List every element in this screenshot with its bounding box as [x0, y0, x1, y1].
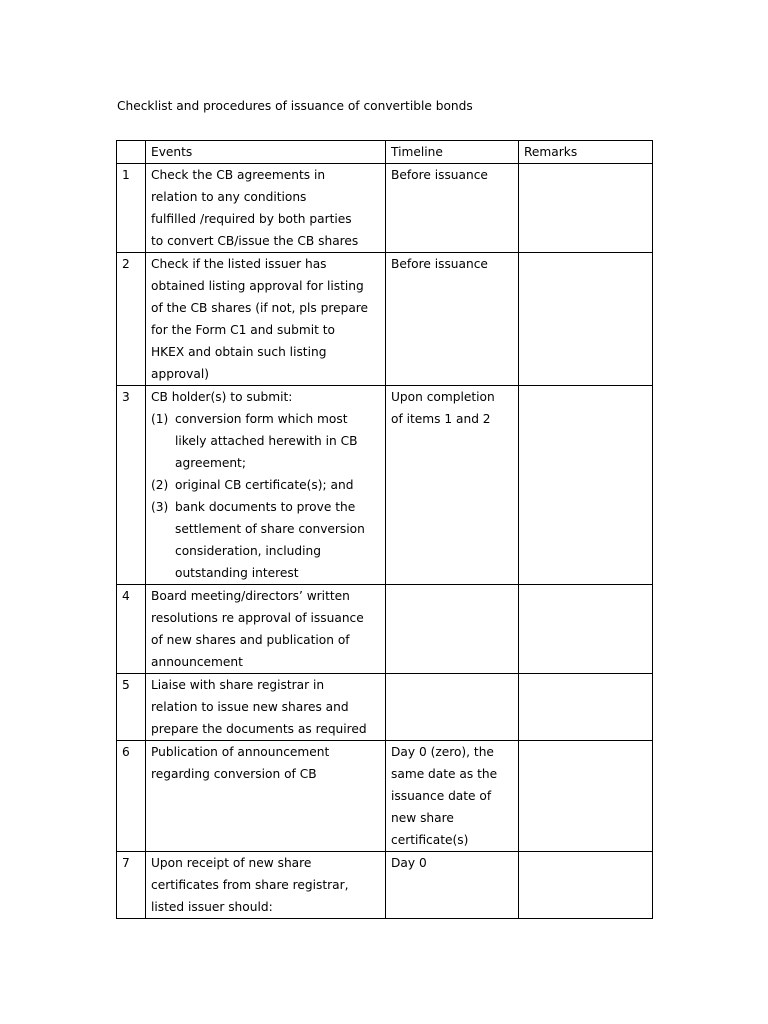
list-item-text-line: settlement of share conversion: [175, 522, 365, 536]
list-item-text-line: original CB certificate(s); and: [175, 478, 354, 492]
row-number: 4: [122, 589, 130, 603]
row-number: 3: [122, 390, 130, 404]
table-row: [117, 164, 653, 253]
timeline-text-line: Before issuance: [391, 168, 488, 182]
timeline-text-line: Before issuance: [391, 257, 488, 271]
row-number-cell: [117, 585, 146, 674]
list-item-text-line: conversion form which most: [175, 412, 348, 426]
header-timeline: Timeline: [386, 141, 519, 164]
list-item-marker: (1): [151, 412, 169, 426]
event-text-line: Check the CB agreements in: [151, 168, 326, 182]
row-number: 6: [122, 745, 130, 759]
timeline-cell: [386, 386, 519, 585]
checklist-table: [116, 140, 653, 919]
timeline-text-line: of items 1 and 2: [391, 412, 491, 426]
timeline-text-line: Day 0: [391, 856, 427, 870]
row-number-cell: [117, 852, 146, 919]
events-cell: [146, 386, 386, 585]
events-cell: [146, 852, 386, 919]
event-text-line: HKEX and obtain such listing: [151, 345, 327, 359]
remarks-cell: [519, 253, 653, 386]
event-text-line: Upon receipt of new share: [151, 856, 312, 870]
remarks-cell: [519, 585, 653, 674]
event-list-item: [151, 474, 381, 496]
event-text-line: obtained listing approval for listing: [151, 279, 364, 293]
list-item-text-line: consideration, including: [175, 544, 321, 558]
remarks-cell: [519, 386, 653, 585]
row-number: 5: [122, 678, 130, 692]
timeline-cell: [386, 674, 519, 741]
timeline-cell: [386, 741, 519, 852]
timeline-text-line: issuance date of: [391, 789, 492, 803]
event-list-item: [151, 496, 381, 584]
table-body: [117, 164, 653, 919]
event-text-line: Liaise with share registrar in: [151, 678, 325, 692]
remarks-cell: [519, 741, 653, 852]
event-text-line: relation to any conditions: [151, 190, 307, 204]
event-text-line: CB holder(s) to submit:: [151, 390, 293, 404]
event-text-line: Check if the listed issuer has: [151, 257, 327, 271]
event-text-line: Board meeting/directors’ written: [151, 589, 350, 603]
timeline-text-line: Day 0 (zero), the: [391, 745, 494, 759]
timeline-text-line: certificate(s): [391, 833, 469, 847]
event-text-line: prepare the documents as required: [151, 722, 367, 736]
header-number: [117, 141, 146, 164]
timeline-text-line: new share: [391, 811, 454, 825]
row-number-cell: [117, 386, 146, 585]
event-text-line: relation to issue new shares and: [151, 700, 349, 714]
event-text-line: Publication of announcement: [151, 745, 330, 759]
events-cell: [146, 164, 386, 253]
timeline-cell: [386, 585, 519, 674]
row-number-cell: [117, 741, 146, 852]
event-text-line: of new shares and publication of: [151, 633, 350, 647]
list-item-text-line: outstanding interest: [175, 566, 299, 580]
event-text-line: resolutions re approval of issuance: [151, 611, 364, 625]
events-cell: [146, 585, 386, 674]
list-item-text-line: agreement;: [175, 456, 246, 470]
events-cell: [146, 253, 386, 386]
event-list-item: [151, 408, 381, 474]
table-row: [117, 741, 653, 852]
header-remarks: Remarks: [519, 141, 653, 164]
event-text-line: listed issuer should:: [151, 900, 273, 914]
row-number: 2: [122, 257, 130, 271]
event-text-line: fulfilled /required by both parties: [151, 212, 352, 226]
timeline-text-line: Upon completion: [391, 390, 495, 404]
table-row: [117, 852, 653, 919]
row-number: 1: [122, 168, 130, 182]
list-item-marker: (3): [151, 500, 169, 514]
list-item-text-line: likely attached herewith in CB: [175, 434, 358, 448]
table-row: [117, 386, 653, 585]
timeline-cell: [386, 253, 519, 386]
events-cell: [146, 674, 386, 741]
row-number-cell: [117, 253, 146, 386]
list-item-marker: (2): [151, 478, 169, 492]
timeline-text-line: same date as the: [391, 767, 498, 781]
table-header-row: [117, 141, 653, 164]
event-text-line: regarding conversion of CB: [151, 767, 317, 781]
row-number-cell: [117, 164, 146, 253]
events-cell: [146, 741, 386, 852]
table-row: [117, 585, 653, 674]
remarks-cell: [519, 164, 653, 253]
table-row: [117, 674, 653, 741]
event-text-line: certificates from share registrar,: [151, 878, 349, 892]
event-text-line: announcement: [151, 655, 243, 669]
row-number: 7: [122, 856, 130, 870]
timeline-cell: [386, 852, 519, 919]
remarks-cell: [519, 852, 653, 919]
list-item-text-line: bank documents to prove the: [175, 500, 356, 514]
event-text-line: for the Form C1 and submit to: [151, 323, 335, 337]
remarks-cell: [519, 674, 653, 741]
table-row: [117, 253, 653, 386]
header-events: Events: [146, 141, 386, 164]
document-title: Checklist and procedures of issuance of convertible bonds: [117, 99, 473, 113]
event-text-line: approval): [151, 367, 209, 381]
event-text-line: to convert CB/issue the CB shares: [151, 234, 359, 248]
timeline-cell: [386, 164, 519, 253]
row-number-cell: [117, 674, 146, 741]
event-text-line: of the CB shares (if not, pls prepare: [151, 301, 369, 315]
